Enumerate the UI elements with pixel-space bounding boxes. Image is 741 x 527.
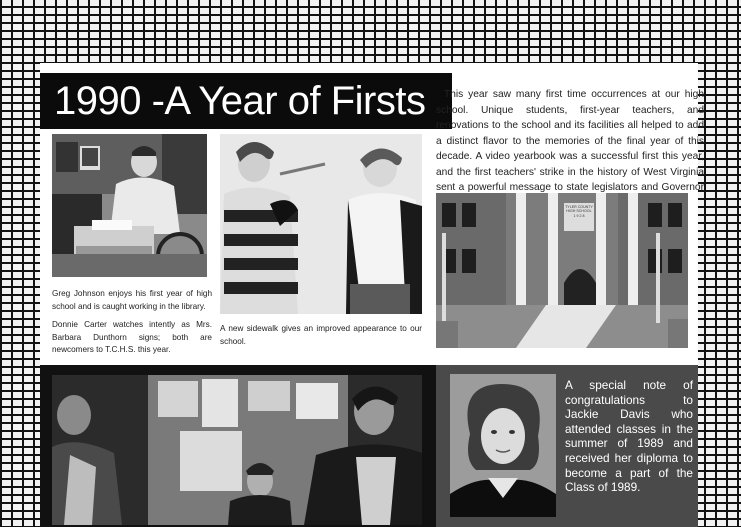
yearbook-page <box>40 63 704 527</box>
page-title: 1990 -A Year of Firsts <box>40 73 452 129</box>
special-note-text: A special note of congratulations to Jackie Davis who attended classes in the summer of 1989 and received her diploma to become a part of the Class of 1989. <box>565 378 693 495</box>
photo-meeting <box>52 375 422 525</box>
school-sign-line: HIGH SCHOOL <box>566 209 592 214</box>
caption-typist: Greg Johnson enjoys his first year of high school and is caught working in the library. <box>52 289 212 311</box>
caption-sign: Donnie Carter watches intently as Mrs. Barbara Dunthorn signs; both are newcomers to T.C.H.S. this year. <box>52 320 212 354</box>
photo-portrait <box>450 374 556 517</box>
intro-paragraph: This year saw many first time occurrences at our high school. Unique students, first-year teachers, and renovations to the school and its facilities all helped to add a distinct flavor to the memories of the final year of this decade. A video yearbook was a successful first this year, and the first teachers' strike in the history of West Virginia sent a powerful message to state legislators and Governor <box>436 89 704 193</box>
photo-sign-language <box>220 134 422 314</box>
caption-sidewalk: A new sidewalk gives an improved appearance to our school. <box>220 324 422 346</box>
school-sign-line: TYLER COUNTY <box>565 205 593 209</box>
school-sign-line: 1 9 2 8 <box>573 213 585 218</box>
photo-school-building <box>436 193 688 348</box>
photo-student-typing <box>52 134 207 277</box>
